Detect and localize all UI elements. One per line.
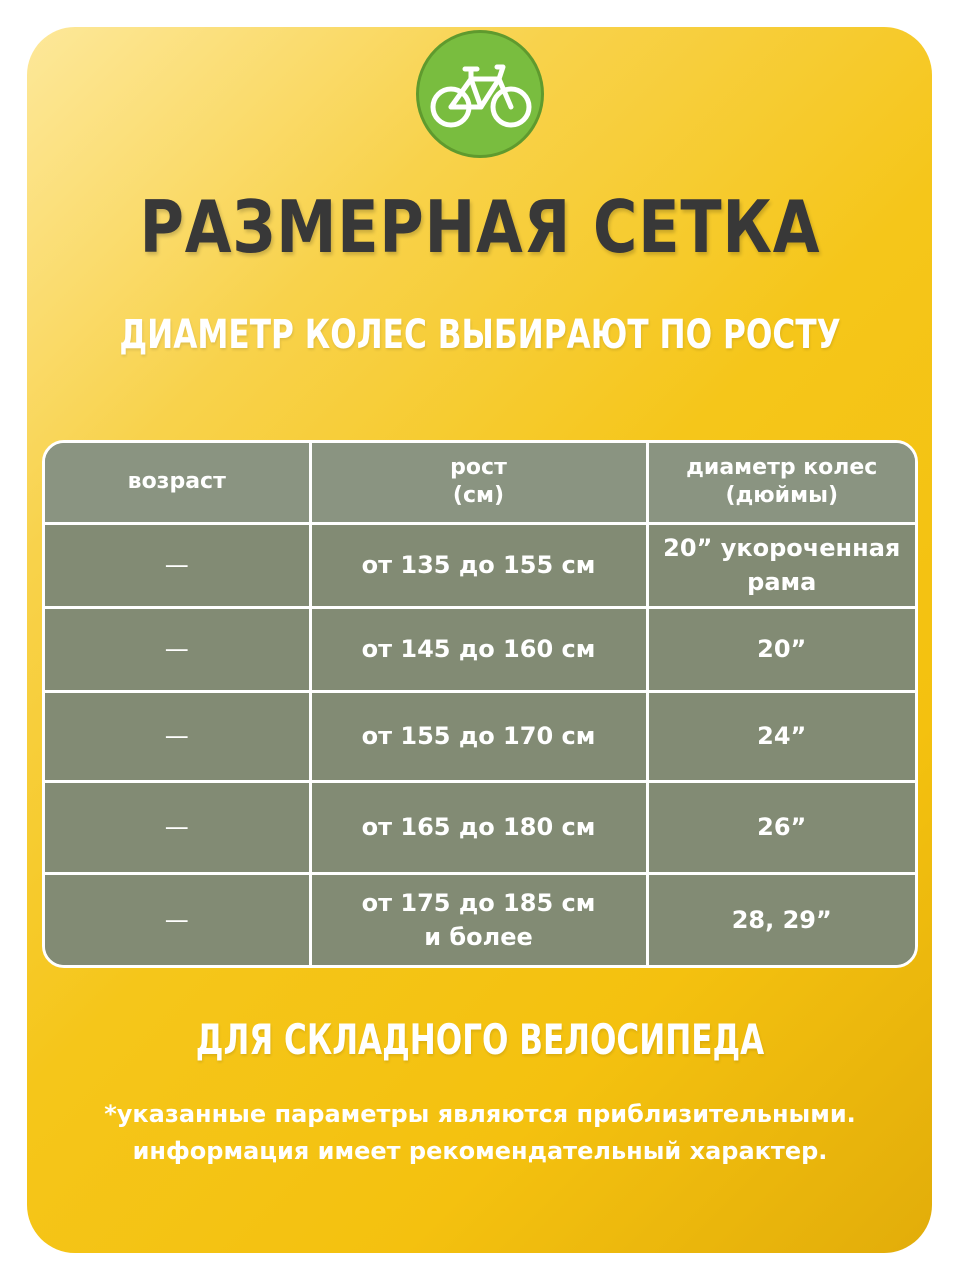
wheel-value: 28, 29” bbox=[731, 905, 832, 934]
header-age bbox=[45, 443, 310, 523]
header-height-label: рост bbox=[450, 455, 507, 481]
folding-bike-title: ДЛЯ СКЛАДНОГО ВЕЛОСИПЕДА bbox=[195, 1015, 765, 1064]
bicycle-icon bbox=[429, 57, 533, 133]
header-age-label: возраст bbox=[127, 469, 226, 495]
header-height-unit: (см) bbox=[452, 483, 505, 509]
table-row bbox=[45, 781, 915, 873]
wheel-cell bbox=[647, 691, 915, 781]
height-cell bbox=[310, 781, 647, 873]
height-cell bbox=[310, 607, 647, 691]
height-value: от 135 до 155 см bbox=[361, 551, 596, 579]
height-cell bbox=[310, 873, 647, 965]
header-wheel-unit: (дюймы) bbox=[725, 483, 839, 509]
size-table bbox=[42, 440, 918, 968]
wheel-value: 26” bbox=[757, 813, 807, 841]
page-title: РАЗМЕРНАЯ СЕТКА bbox=[139, 185, 821, 269]
header-wheel-label: диаметр колес bbox=[686, 455, 878, 481]
height-value: от 175 до 185 см bbox=[361, 888, 596, 917]
height-value: от 165 до 180 см bbox=[361, 813, 596, 841]
page-subtitle: ДИАМЕТР КОЛЕС ВЫБИРАЮТ ПО РОСТУ bbox=[119, 312, 841, 358]
age-cell: — bbox=[45, 873, 310, 965]
bicycle-logo bbox=[416, 30, 544, 158]
wheel-value: 20” bbox=[757, 635, 807, 663]
age-cell: — bbox=[45, 607, 310, 691]
age-cell: — bbox=[45, 691, 310, 781]
height-cell bbox=[310, 691, 647, 781]
wheel-cell bbox=[647, 873, 915, 965]
height-cell bbox=[310, 523, 647, 607]
header-wheel bbox=[647, 443, 915, 523]
table-row bbox=[45, 873, 915, 965]
disclaimer-note bbox=[0, 1096, 960, 1170]
table-header-row bbox=[45, 443, 915, 523]
height-note: и более bbox=[424, 922, 533, 951]
table-row bbox=[45, 691, 915, 781]
disclaimer-line-1: *указанные параметры являются приблизительными. bbox=[104, 1100, 856, 1128]
height-value: от 145 до 160 см bbox=[361, 635, 596, 663]
age-cell: — bbox=[45, 523, 310, 607]
table-row bbox=[45, 523, 915, 607]
disclaimer-line-2: информация имеет рекомендательный характер. bbox=[132, 1137, 828, 1165]
age-cell: — bbox=[45, 781, 310, 873]
wheel-cell bbox=[647, 607, 915, 691]
table-row bbox=[45, 607, 915, 691]
wheel-value: 20” укороченная bbox=[663, 534, 901, 562]
header-height bbox=[310, 443, 647, 523]
height-value: от 155 до 170 см bbox=[361, 722, 596, 750]
wheel-cell bbox=[647, 523, 915, 607]
wheel-note: рама bbox=[747, 568, 817, 596]
wheel-cell bbox=[647, 781, 915, 873]
wheel-value: 24” bbox=[757, 722, 807, 750]
